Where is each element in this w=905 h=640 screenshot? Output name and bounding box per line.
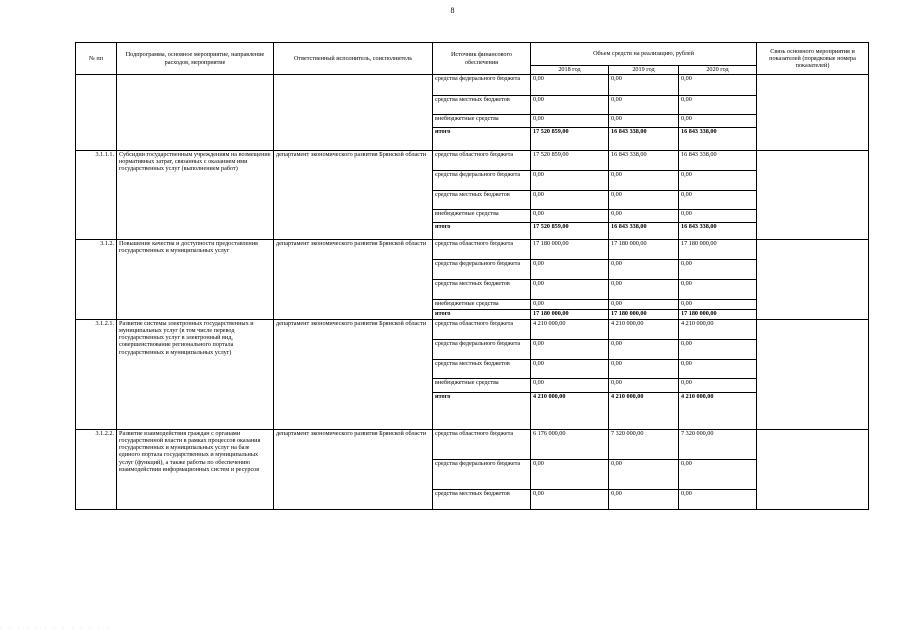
funding-source: средства областного бюджета [433,430,531,460]
value-2019: 16 843 338,00 [609,151,679,171]
value-2018: 4 210 000,00 [531,320,609,340]
funding-source: внебюджетные средства [433,115,531,128]
funding-source: итого [433,393,531,430]
funding-source: итого [433,310,531,320]
value-2018: 0,00 [531,360,609,379]
value-2018: 17 180 000,00 [531,240,609,260]
value-2020: 0,00 [679,379,757,393]
row-code [76,75,117,151]
value-2020: 0,00 [679,115,757,128]
value-2019: 17 180 000,00 [609,240,679,260]
table-row [76,320,869,340]
value-2019: 0,00 [609,171,679,191]
row-title: Развитие системы электронных государственных и муниципальных услуг (в том числе перевод государственных услуг в электронный вид, совершенствование регионального портала государственных и муниципальных услуг) [117,320,274,430]
value-2019: 0,00 [609,115,679,128]
value-2019: 16 843 338,00 [609,223,679,240]
value-2018: 0,00 [531,340,609,360]
row-executor: департамент экономического развития Брянской области [274,151,433,240]
value-2020: 0,00 [679,490,757,510]
header-year-2018: 2018 год [531,66,609,75]
value-2019: 0,00 [609,260,679,280]
value-2018: 17 520 859,00 [531,128,609,151]
value-2018: 17 180 000,00 [531,310,609,320]
value-2020: 4 210 000,00 [679,320,757,340]
indicator-link-cell [757,75,869,151]
value-2020: 0,00 [679,280,757,300]
funding-source: средства федерального бюджета [433,460,531,490]
row-title: Повышение качества и доступности предоставления государственных и муниципальных услуг [117,240,274,320]
value-2018: 0,00 [531,280,609,300]
value-2019: 0,00 [609,191,679,210]
funding-source: средства федерального бюджета [433,75,531,96]
value-2020: 7 320 000,00 [679,430,757,460]
table-row [76,430,869,460]
value-2020: 0,00 [679,460,757,490]
row-executor: департамент экономического развития Брянской области [274,240,433,320]
value-2018: 0,00 [531,490,609,510]
row-code: 3.1.2. [76,240,117,320]
row-executor: департамент экономического развития Брянской области [274,430,433,510]
value-2020: 16 843 338,00 [679,128,757,151]
value-2019: 0,00 [609,300,679,310]
value-2018: 0,00 [531,115,609,128]
value-2018: 17 520 859,00 [531,223,609,240]
value-2019: 0,00 [609,360,679,379]
row-title [117,75,274,151]
value-2020: 17 180 000,00 [679,240,757,260]
value-2019: 7 320 000,00 [609,430,679,460]
row-code: 3.1.2.1. [76,320,117,430]
funding-source: средства федерального бюджета [433,340,531,360]
budget-table-body [76,75,869,510]
funding-source: средства местных бюджетов [433,490,531,510]
value-2018: 0,00 [531,75,609,96]
header-link: Связь основного мероприятия и показателей (порядковые номера показателей) [757,43,869,75]
value-2018: 6 176 000,00 [531,430,609,460]
value-2019: 4 210 000,00 [609,320,679,340]
value-2020: 0,00 [679,191,757,210]
funding-source: средства местных бюджетов [433,96,531,115]
row-title: Субсидии государственным учреждениям на возмещение нормативных затрат, связанных с оказанием ими государственных услуг (выполнением работ) [117,151,274,240]
value-2019: 0,00 [609,96,679,115]
scan-edge-marks: · · · · · · · · · · · · · [0,626,112,631]
value-2018: 0,00 [531,300,609,310]
funding-source: итого [433,223,531,240]
budget-table [75,42,869,510]
value-2020: 0,00 [679,96,757,115]
funding-source: итого [433,128,531,151]
value-2020: 4 210 000,00 [679,393,757,430]
value-2020: 0,00 [679,300,757,310]
table-row [76,75,869,96]
value-2019: 0,00 [609,75,679,96]
value-2019: 4 210 000,00 [609,393,679,430]
funding-source: внебюджетные средства [433,300,531,310]
row-code: 3.1.1.1. [76,151,117,240]
indicator-link-cell [757,240,869,320]
value-2019: 0,00 [609,280,679,300]
indicator-link-cell [757,151,869,240]
value-2018: 0,00 [531,460,609,490]
value-2018: 17 520 859,00 [531,151,609,171]
header-source: Источник финансового обеспечения [433,43,531,75]
page-number: 8 [450,6,455,15]
header-program: Подпрограмма, основное мероприятие, направление расходов, мероприятие [117,43,274,75]
value-2018: 0,00 [531,260,609,280]
value-2020: 0,00 [679,360,757,379]
header-volume: Объем средств на реализацию, рублей [531,43,757,66]
header-year-2019: 2019 год [609,66,679,75]
funding-source: средства федерального бюджета [433,260,531,280]
value-2018: 0,00 [531,379,609,393]
table-row [76,240,869,260]
value-2020: 0,00 [679,340,757,360]
value-2018: 0,00 [531,171,609,191]
value-2020: 0,00 [679,260,757,280]
funding-source: средства местных бюджетов [433,360,531,379]
indicator-link-cell [757,430,869,510]
header-year-2020: 2020 год [679,66,757,75]
value-2020: 16 843 338,00 [679,151,757,171]
funding-source: средства областного бюджета [433,320,531,340]
value-2018: 0,00 [531,210,609,223]
table-row [76,151,869,171]
value-2018: 4 210 000,00 [531,393,609,430]
value-2019: 0,00 [609,210,679,223]
row-title: Развитие взаимодействия граждан с органами государственной власти в рамках процессов оказания государственных и муниципальных услуг на базе единого портала государственных и муниципальных услуг (функций), а также работы по обеспечению взаимодействия информационных систем и ресурсов [117,430,274,510]
value-2020: 17 180 000,00 [679,310,757,320]
funding-source: средства местных бюджетов [433,191,531,210]
row-executor: департамент экономического развития Брянской области [274,320,433,430]
header-num: № пп [76,43,117,75]
funding-source: средства федерального бюджета [433,171,531,191]
indicator-link-cell [757,320,869,430]
value-2020: 0,00 [679,171,757,191]
funding-source: средства местных бюджетов [433,280,531,300]
value-2020: 0,00 [679,210,757,223]
value-2020: 16 843 338,00 [679,223,757,240]
value-2018: 0,00 [531,96,609,115]
value-2018: 0,00 [531,191,609,210]
value-2019: 0,00 [609,490,679,510]
header-executor: Ответственный исполнитель, соисполнитель [274,43,433,75]
funding-source: средства областного бюджета [433,151,531,171]
row-code: 3.1.2.2. [76,430,117,510]
row-executor [274,75,433,151]
funding-source: средства областного бюджета [433,240,531,260]
value-2019: 0,00 [609,340,679,360]
funding-source: внебюджетные средства [433,210,531,223]
value-2019: 17 180 000,00 [609,310,679,320]
value-2019: 0,00 [609,460,679,490]
value-2019: 16 843 338,00 [609,128,679,151]
value-2019: 0,00 [609,379,679,393]
value-2020: 0,00 [679,75,757,96]
funding-source: внебюджетные средства [433,379,531,393]
